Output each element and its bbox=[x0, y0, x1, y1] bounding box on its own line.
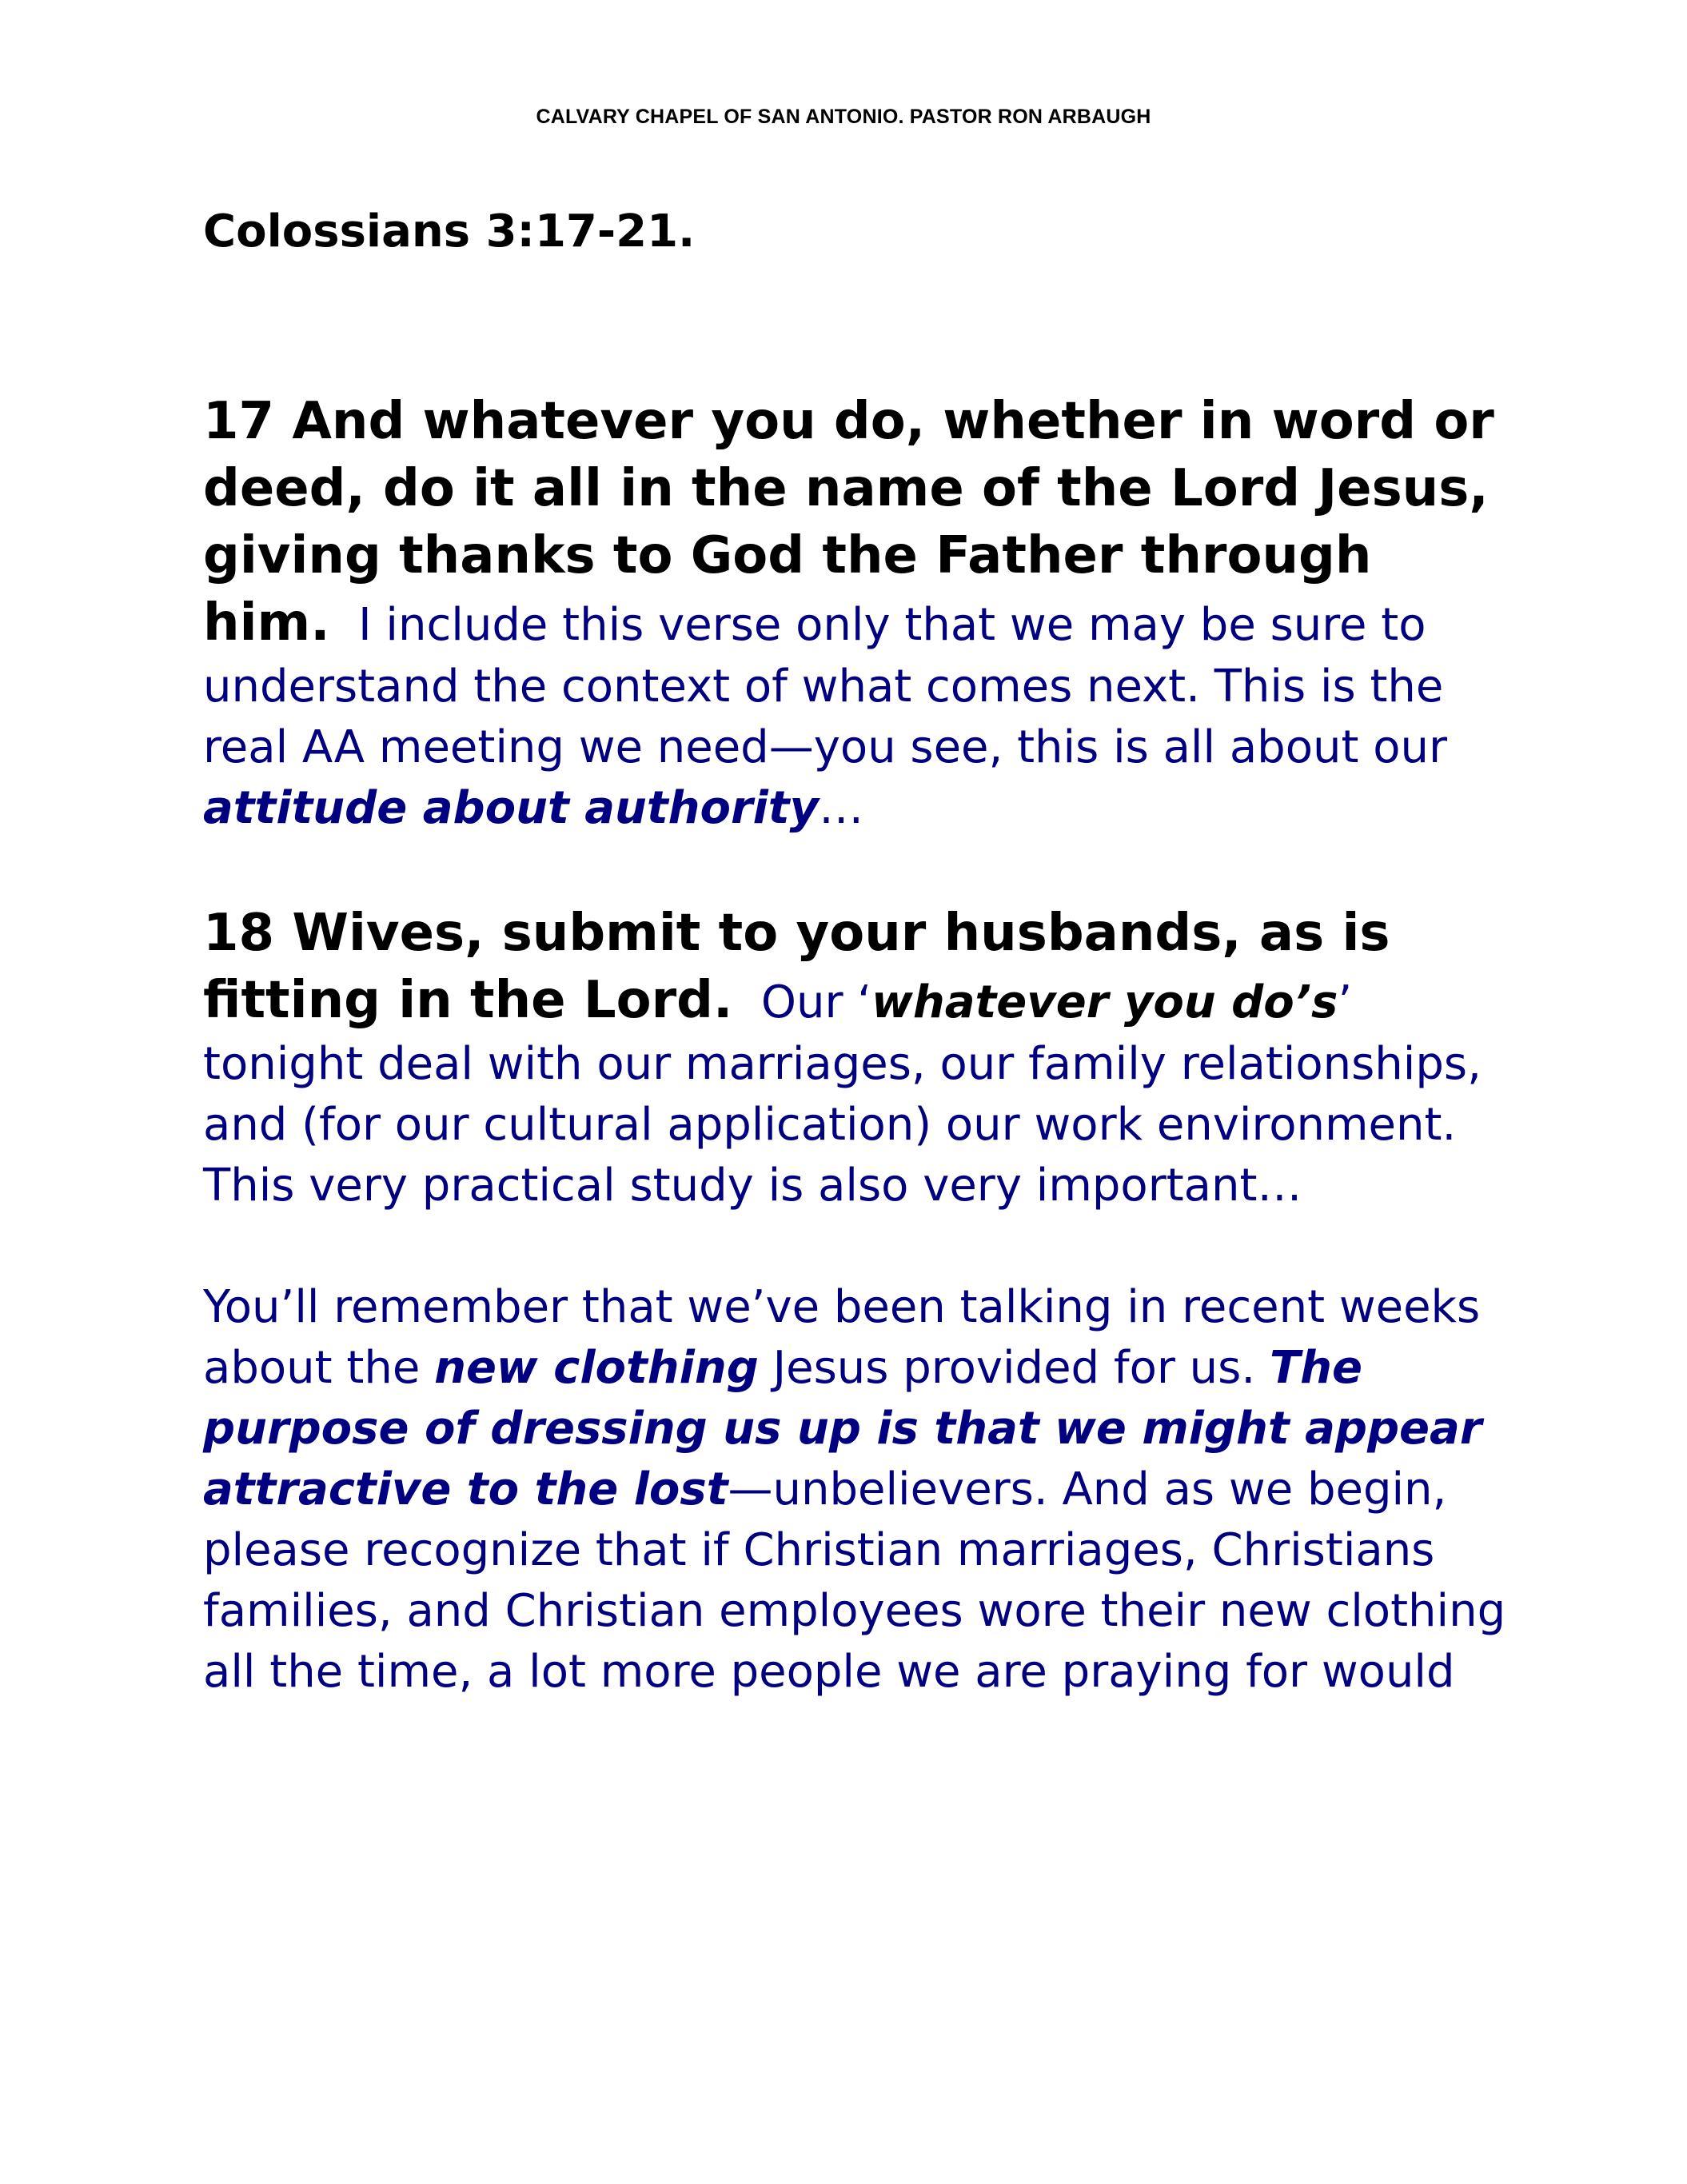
paragraph-3-emphasis-2: The purpose of dressing us up is that we might appear attractive to the lost bbox=[203, 1342, 1482, 1515]
paragraph-3-text-3: —unbelievers. And as we begin, please recognize that if Christian marriages, Christians families, and Christian employees wore their new clothing all the time, a lot more people we are praying for would bbox=[203, 1463, 1506, 1698]
paragraph-1-emphasis: attitude about authority bbox=[203, 782, 820, 834]
paragraph-verse-18 bbox=[203, 900, 1514, 1216]
paragraph-3-emphasis-1: new clothing bbox=[434, 1342, 759, 1394]
paragraph-gap bbox=[203, 839, 1514, 900]
document-title: Colossians 3:17-21. bbox=[203, 206, 696, 258]
document-body bbox=[203, 200, 1514, 1703]
paragraph-verse-17 bbox=[203, 388, 1514, 839]
paragraph-1-commentary: I include this verse only that we may be sure to understand the context of what comes next. This is the real AA meeting we need—you see, this is all about our bbox=[203, 599, 1447, 773]
paragraph-2-commentary: ’ tonight deal with our marriages, our family relationships, and (for our cultural application) our work environment. This very practical study is also very important… bbox=[203, 976, 1482, 1212]
paragraph-3-text-2: Jesus provided for us. bbox=[758, 1342, 1270, 1394]
paragraph-3-text-1: You’ll remember that we’ve been talking in recent weeks about the bbox=[203, 1281, 1481, 1394]
title-spacer bbox=[203, 264, 1514, 388]
verse-18-text: 18 Wives, submit to your husbands, as is fitting in the Lord. bbox=[203, 904, 1390, 1030]
paragraph-2-emphasis: whatever you do’s bbox=[871, 976, 1338, 1028]
verse-17-text: 17 And whatever you do, whether in word or deed, do it all in the name of the Lord Jesus, giving thanks to God the Father through him. bbox=[203, 392, 1494, 653]
paragraph-1-ellipsis: … bbox=[819, 782, 864, 834]
paragraph-2-commentary-start: Our ‘ bbox=[760, 976, 872, 1028]
paragraph-gap bbox=[203, 1216, 1514, 1277]
paragraph-new-clothing bbox=[203, 1277, 1514, 1703]
page-header: CALVARY CHAPEL OF SAN ANTONIO. PASTOR RON ARBAUGH bbox=[536, 106, 1151, 128]
